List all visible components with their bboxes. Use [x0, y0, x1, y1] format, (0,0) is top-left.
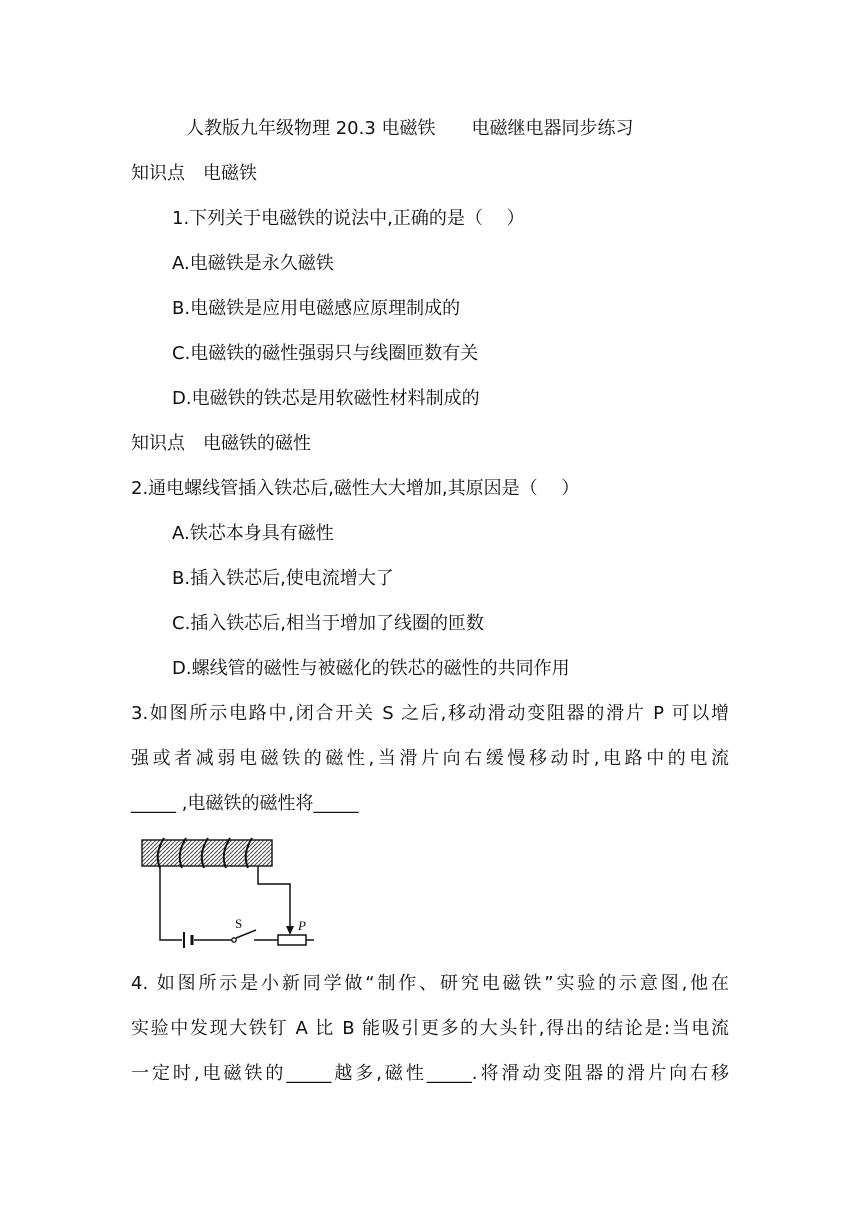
question-4-line-1: 4. 如图所示是小新同学做“制作、研究电磁铁”实验的示意图,他在	[131, 973, 729, 994]
question-3-line-1: 3.如图所示电路中,闭合开关 S 之后,移动滑动变阻器的滑片 P 可以增	[131, 703, 729, 724]
question-4-line-2: 实验中发现大铁钉 A 比 B 能吸引更多的大头针,得出的结论是:当电流	[131, 1018, 729, 1039]
slider-arrow	[286, 926, 294, 935]
question-1-option-b: B.电磁铁是应用电磁感应原理制成的	[172, 298, 461, 319]
document-title: 人教版九年级物理 20.3 电磁铁 电磁继电器同步练习	[186, 118, 634, 139]
question-2-option-c: C.插入铁芯后,相当于增加了线圈的匝数	[172, 613, 485, 634]
question-4-line-3: 一定时,电磁铁的_____越多,磁性_____.将滑动变阻器的滑片向右移	[131, 1063, 729, 1084]
question-2-stem: 2.通电螺线管插入铁芯后,磁性大大增加,其原因是（ ）	[131, 478, 580, 499]
question-2-option-b: B.插入铁芯后,使电流增大了	[172, 568, 394, 589]
section-heading-magnetism: 知识点 电磁铁的磁性	[131, 433, 311, 454]
slider-label: P	[298, 918, 306, 933]
rheostat	[278, 935, 306, 945]
question-1-stem: 1.下列关于电磁铁的说法中,正确的是（ ）	[172, 208, 525, 229]
section-heading-electromagnet: 知识点 电磁铁	[131, 163, 257, 184]
question-1-option-d: D.电磁铁的铁芯是用软磁性材料制成的	[172, 388, 480, 409]
question-1-option-c: C.电磁铁的磁性强弱只与线圈匝数有关	[172, 343, 479, 364]
question-3-line-2: 强或者减弱电磁铁的磁性,当滑片向右缓慢移动时,电路中的电流	[131, 748, 729, 769]
switch-label: S	[235, 916, 243, 931]
switch	[232, 930, 256, 942]
question-1-option-a: A.电磁铁是永久磁铁	[172, 253, 334, 274]
question-3-line-3: _____ ,电磁铁的磁性将_____	[131, 793, 359, 814]
electromagnet-circuit-figure	[138, 834, 328, 952]
question-2-option-d: D.螺线管的磁性与被磁化的铁芯的磁性的共同作用	[172, 658, 570, 679]
question-2-option-a: A.铁芯本身具有磁性	[172, 523, 334, 544]
battery	[184, 932, 192, 948]
